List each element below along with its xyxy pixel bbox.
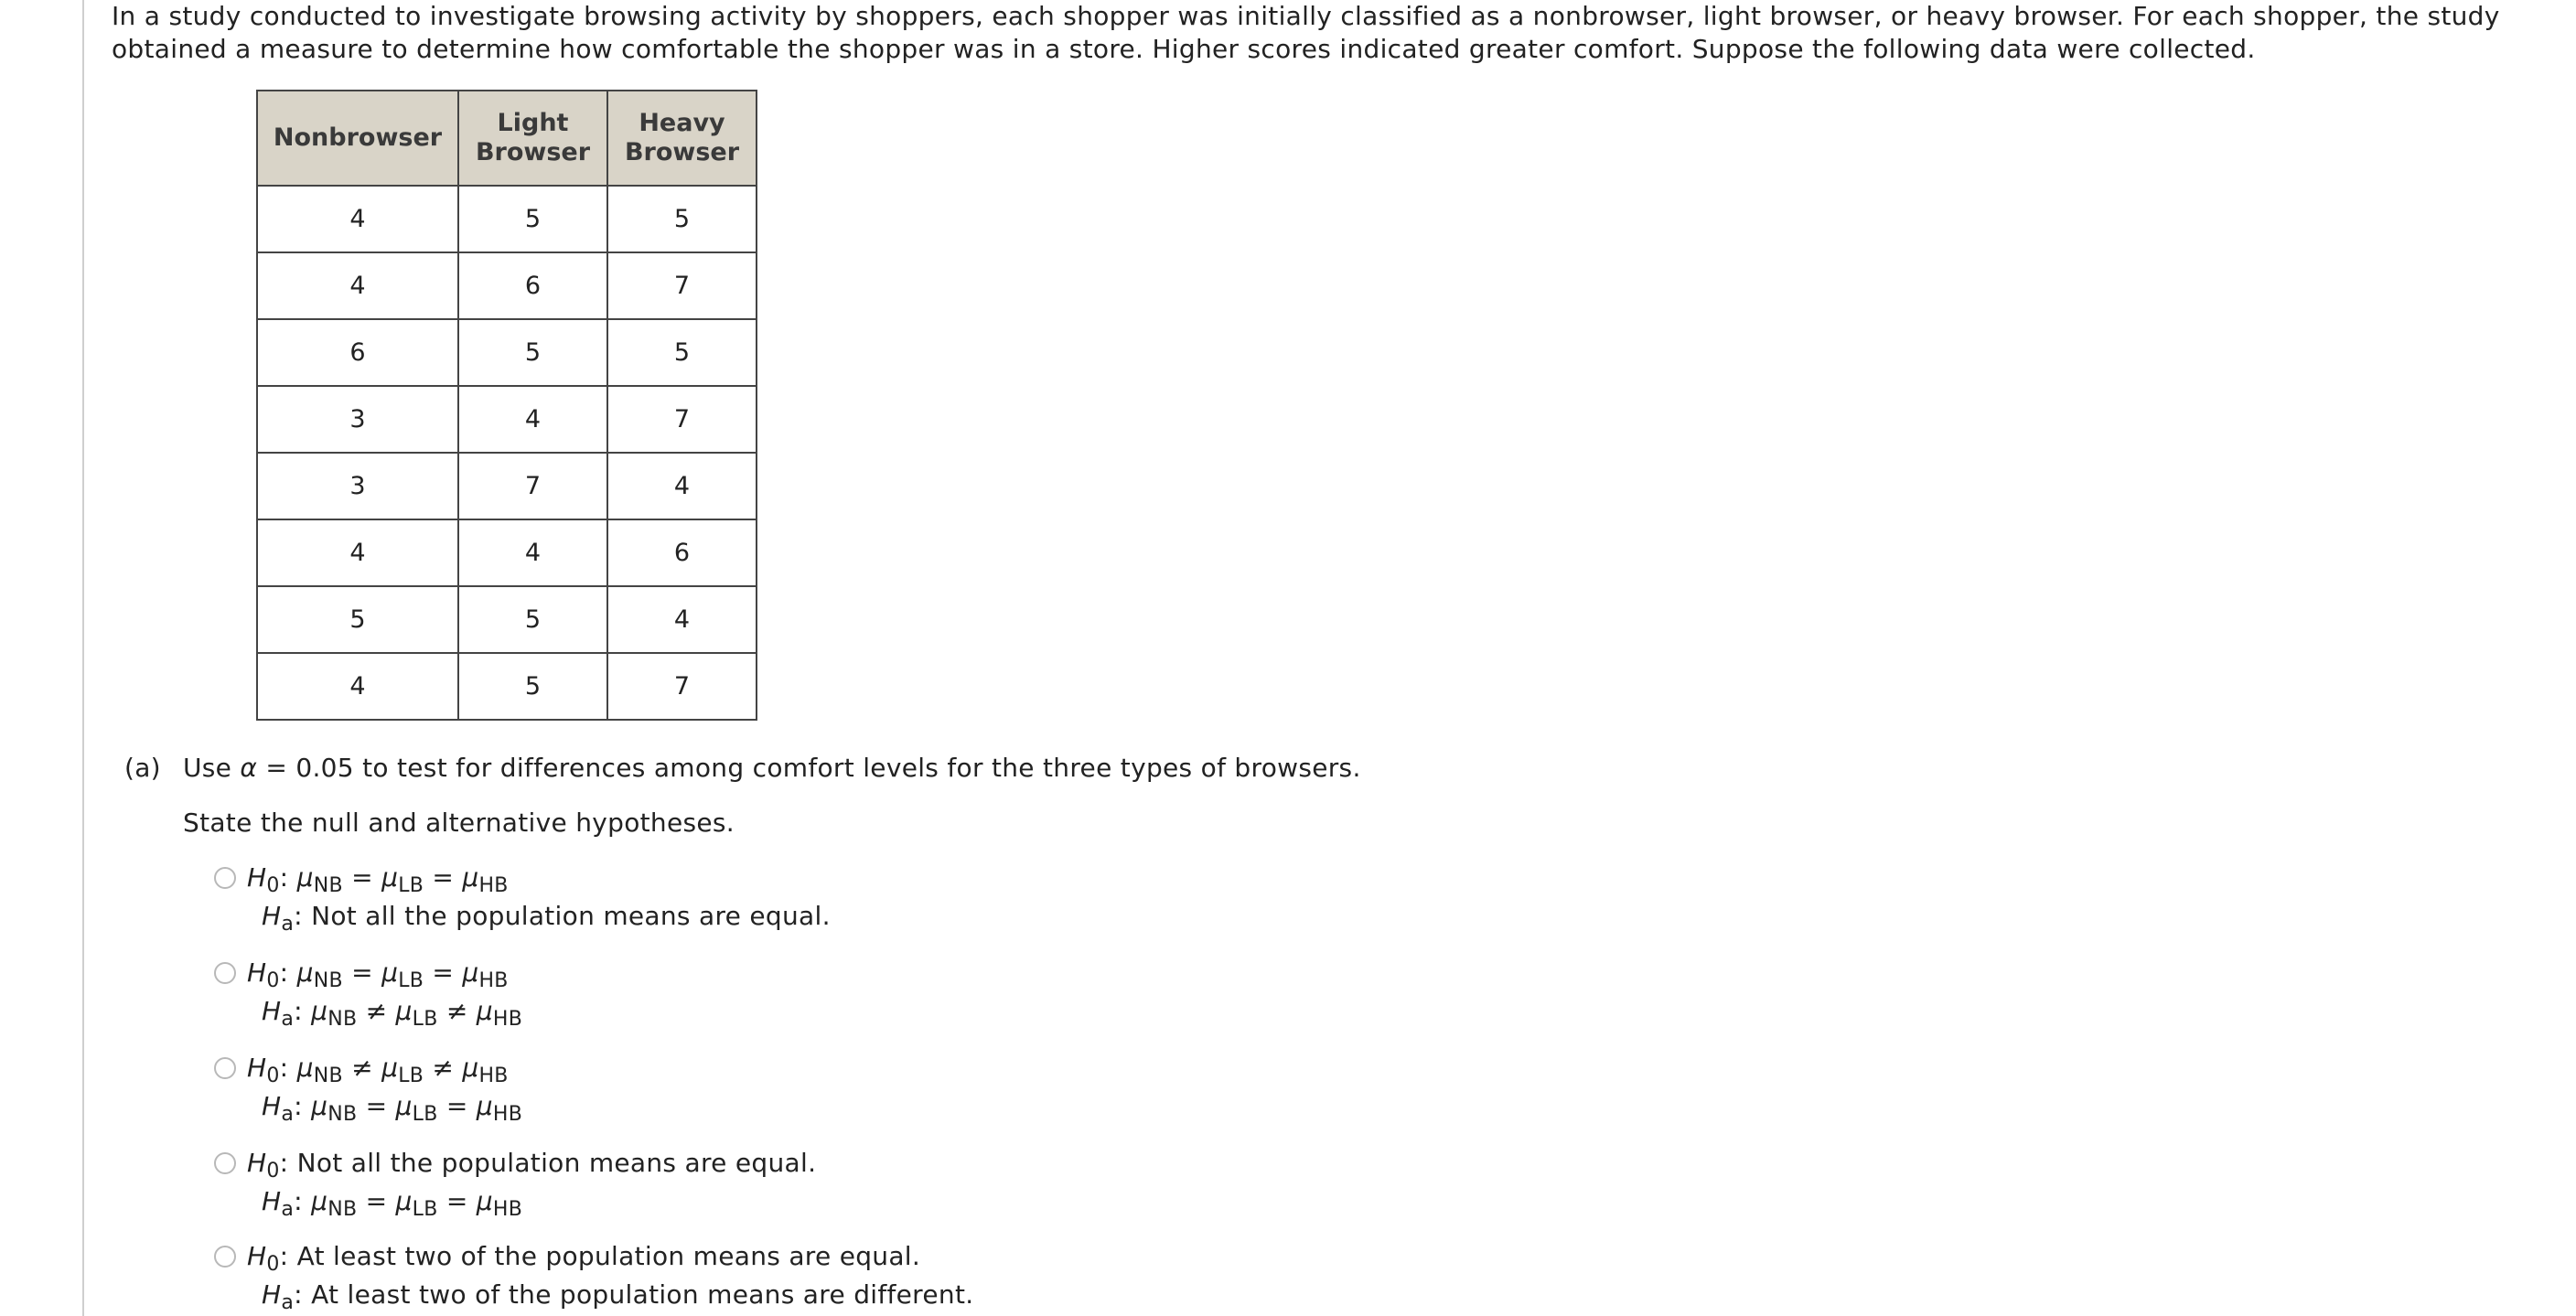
cell-nonbrowser: 4 bbox=[257, 519, 458, 586]
cell-light-browser: 4 bbox=[458, 386, 607, 453]
cell-heavy-browser: 5 bbox=[607, 319, 757, 386]
cell-nonbrowser: 3 bbox=[257, 386, 458, 453]
radio-button[interactable] bbox=[214, 1246, 236, 1268]
cell-heavy-browser: 5 bbox=[607, 186, 757, 252]
cell-nonbrowser: 3 bbox=[257, 453, 458, 519]
part-a-question: (a) Use α = 0.05 to test for differences among comfort levels for the three types of browsers. bbox=[124, 750, 1361, 786]
cell-nonbrowser: 6 bbox=[257, 319, 458, 386]
part-a-label: (a) bbox=[124, 753, 161, 783]
option-5-ha: $H_a$: At least two of the population means are different. bbox=[262, 1279, 974, 1314]
table-row bbox=[257, 319, 757, 386]
alpha-symbol: α bbox=[240, 753, 258, 783]
table-row bbox=[257, 453, 757, 519]
left-margin-rule bbox=[82, 0, 84, 1316]
cell-light-browser: 5 bbox=[458, 586, 607, 653]
header-light-browser: Light Browser bbox=[458, 91, 607, 186]
radio-button[interactable] bbox=[214, 962, 236, 984]
cell-heavy-browser: 7 bbox=[607, 386, 757, 453]
table-row bbox=[257, 386, 757, 453]
table-row bbox=[257, 586, 757, 653]
table-row bbox=[257, 519, 757, 586]
option-3-h0: $H_0$: $\mu_{NB} \ne \mu_{LB} \ne \mu_{HB}$ bbox=[247, 1053, 509, 1087]
cell-nonbrowser: 4 bbox=[257, 653, 458, 720]
cell-nonbrowser: 4 bbox=[257, 186, 458, 252]
cell-light-browser: 4 bbox=[458, 519, 607, 586]
table-row bbox=[257, 653, 757, 720]
cell-light-browser: 6 bbox=[458, 252, 607, 319]
cell-nonbrowser: 5 bbox=[257, 586, 458, 653]
cell-heavy-browser: 4 bbox=[607, 586, 757, 653]
radio-button[interactable] bbox=[214, 867, 236, 889]
cell-nonbrowser: 4 bbox=[257, 252, 458, 319]
cell-light-browser: 7 bbox=[458, 453, 607, 519]
cell-heavy-browser: 7 bbox=[607, 653, 757, 720]
option-4-ha: $H_a$: $\mu_{NB} = \mu_{LB} = \mu_{HB}$ bbox=[262, 1186, 523, 1221]
radio-button[interactable] bbox=[214, 1152, 236, 1174]
option-3-ha: $H_a$: $\mu_{NB} = \mu_{LB} = \mu_{HB}$ bbox=[262, 1091, 523, 1126]
table-row bbox=[257, 252, 757, 319]
table-header-row bbox=[257, 91, 757, 186]
cell-light-browser: 5 bbox=[458, 186, 607, 252]
hypotheses-instruction: State the null and alternative hypotheses. bbox=[183, 808, 735, 838]
option-4-h0: $H_0$: Not all the population means are equal. bbox=[247, 1148, 817, 1182]
header-nonbrowser: Nonbrowser bbox=[257, 91, 458, 186]
option-2-h0: $H_0$: $\mu_{NB} = \mu_{LB} = \mu_{HB}$ bbox=[247, 958, 509, 992]
cell-heavy-browser: 4 bbox=[607, 453, 757, 519]
option-1-h0: $H_0$: $\mu_{NB} = \mu_{LB} = \mu_{HB}$ bbox=[247, 862, 509, 897]
option-2-ha: $H_a$: $\mu_{NB} \ne \mu_{LB} \ne \mu_{HB}$ bbox=[262, 996, 523, 1031]
option-1-ha: $H_a$: Not all the population means are equal. bbox=[262, 901, 831, 936]
cell-heavy-browser: 6 bbox=[607, 519, 757, 586]
data-table bbox=[256, 90, 757, 721]
cell-heavy-browser: 7 bbox=[607, 252, 757, 319]
cell-light-browser: 5 bbox=[458, 653, 607, 720]
option-5-h0: $H_0$: At least two of the population means are equal. bbox=[247, 1241, 921, 1276]
radio-button[interactable] bbox=[214, 1057, 236, 1079]
header-heavy-browser: Heavy Browser bbox=[607, 91, 757, 186]
cell-light-browser: 5 bbox=[458, 319, 607, 386]
table-row bbox=[257, 186, 757, 252]
problem-intro-text: In a study conducted to investigate browsing activity by shoppers, each shopper was initially classified as a nonbrowser, light browser, or heavy browser. For each shopper, the study obtained a measure to determine how comfortable the shopper was in a store. Higher scores indicated greater comfort. Suppose the following data were collected. bbox=[112, 1, 2500, 64]
